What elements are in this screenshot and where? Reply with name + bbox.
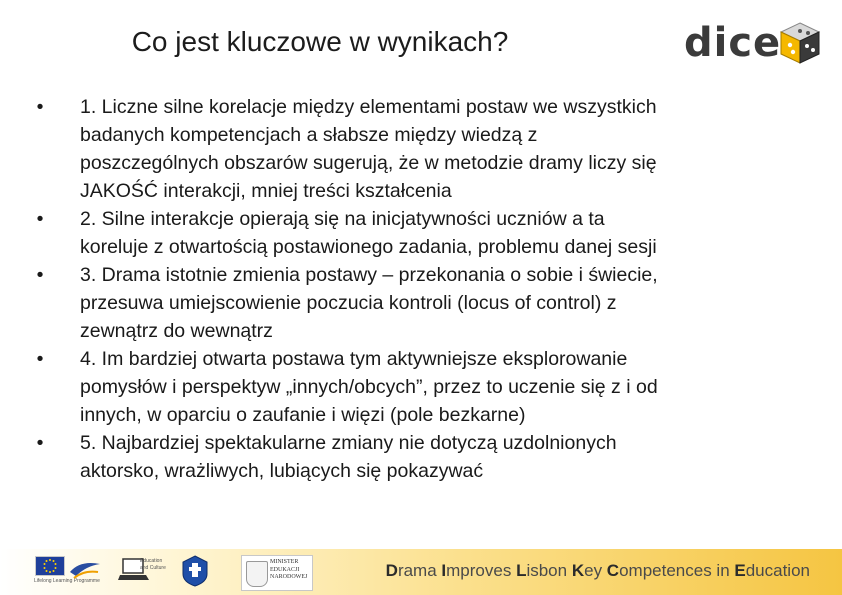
footer-word-rest: ducation: [745, 561, 810, 580]
bullet-line: poszczególnych obszarów sugerują, że w metodzie dramy liczy się: [80, 152, 657, 174]
bullet-item: [30, 345, 802, 429]
slide-title: Co jest kluczowe w wynikach?: [131, 26, 509, 57]
bullet-dot: •: [36, 96, 44, 118]
footer-word-initial: C: [606, 561, 620, 580]
bullet-line: pomysłów i perspektyw „innych/obcych”, przez to uczenie się z i od: [80, 376, 658, 398]
bullet-line: 1. Liczne silne korelacje między elementami postaw we wszystkich: [80, 96, 657, 118]
bullet-line: 4. Im bardziej otwarta postawa tym aktywniejsze eksplorowanie: [80, 348, 628, 370]
footer-bar: [0, 549, 842, 595]
bullet-line: aktorsko, wrażliwych, lubiących się pokazywać: [80, 460, 484, 482]
bullet-dot: •: [36, 208, 44, 230]
bullet-dot: •: [36, 432, 44, 454]
footer-word-rest: mproves: [446, 561, 517, 580]
dice-logo-text: dice: [684, 20, 782, 66]
llp-label: Lifelong Learning Programme: [34, 578, 100, 584]
bullet-line: 2. Silne interakcje opierają się na inicjatywności uczniów a ta: [80, 208, 605, 230]
bullet-item: [30, 205, 802, 261]
ministry-label: MINISTER EDUKACJI NARODOWEJ: [270, 559, 308, 580]
project-name: [386, 561, 810, 581]
bullet-line: przesuwa umiejscowienie poczucia kontroli (locus of control) z: [80, 292, 617, 314]
dice-cube-icon: [778, 20, 822, 66]
footer-word-rest: rama: [397, 561, 442, 580]
bullet-list: [30, 93, 802, 485]
eagle-emblem-icon: [246, 561, 268, 587]
bullet-item: [30, 261, 802, 345]
university-crest-icon: [180, 554, 210, 588]
dice-logo: [684, 18, 824, 68]
bullet-line: zewnątrz do wewnątrz: [80, 320, 273, 342]
education-culture-label: Education and Culture: [140, 558, 166, 571]
bullet-dot: •: [36, 348, 44, 370]
bullet-line: koreluje z otwartością postawionego zadania, problemu danej sesji: [80, 236, 657, 258]
bullet-line: 5. Najbardziej spektakularne zmiany nie dotyczą uzdolnionych: [80, 432, 617, 454]
footer-word-rest: ey: [584, 561, 607, 580]
bullet-line: 3. Drama istotnie zmienia postawy – przekonania o sobie i świecie,: [80, 264, 658, 286]
ministry-logo: [241, 555, 313, 591]
footer-word-initial: L: [516, 561, 527, 580]
bullet-item: [30, 429, 802, 485]
footer-word-initial: E: [734, 561, 746, 580]
footer-word-initial: K: [571, 561, 585, 580]
bullet-item: [30, 93, 802, 205]
footer-word-initial: D: [385, 561, 398, 580]
footer-word-rest: ompetences in: [619, 561, 735, 580]
footer-word-initial: I: [441, 561, 447, 580]
ec-logo-icon: [68, 556, 102, 582]
bullet-line: innych, w oparciu o zaufanie i więzi (pole bezkarne): [80, 404, 526, 426]
bullet-line: JAKOŚĆ interakcji, mniej treści kształcenia: [80, 180, 452, 202]
eu-flag-icon: [35, 556, 65, 576]
bullet-line: badanych kompetencjach a słabsze między wiedzą z: [80, 124, 538, 146]
bullet-dot: •: [36, 264, 44, 286]
footer-word-rest: isbon: [526, 561, 572, 580]
